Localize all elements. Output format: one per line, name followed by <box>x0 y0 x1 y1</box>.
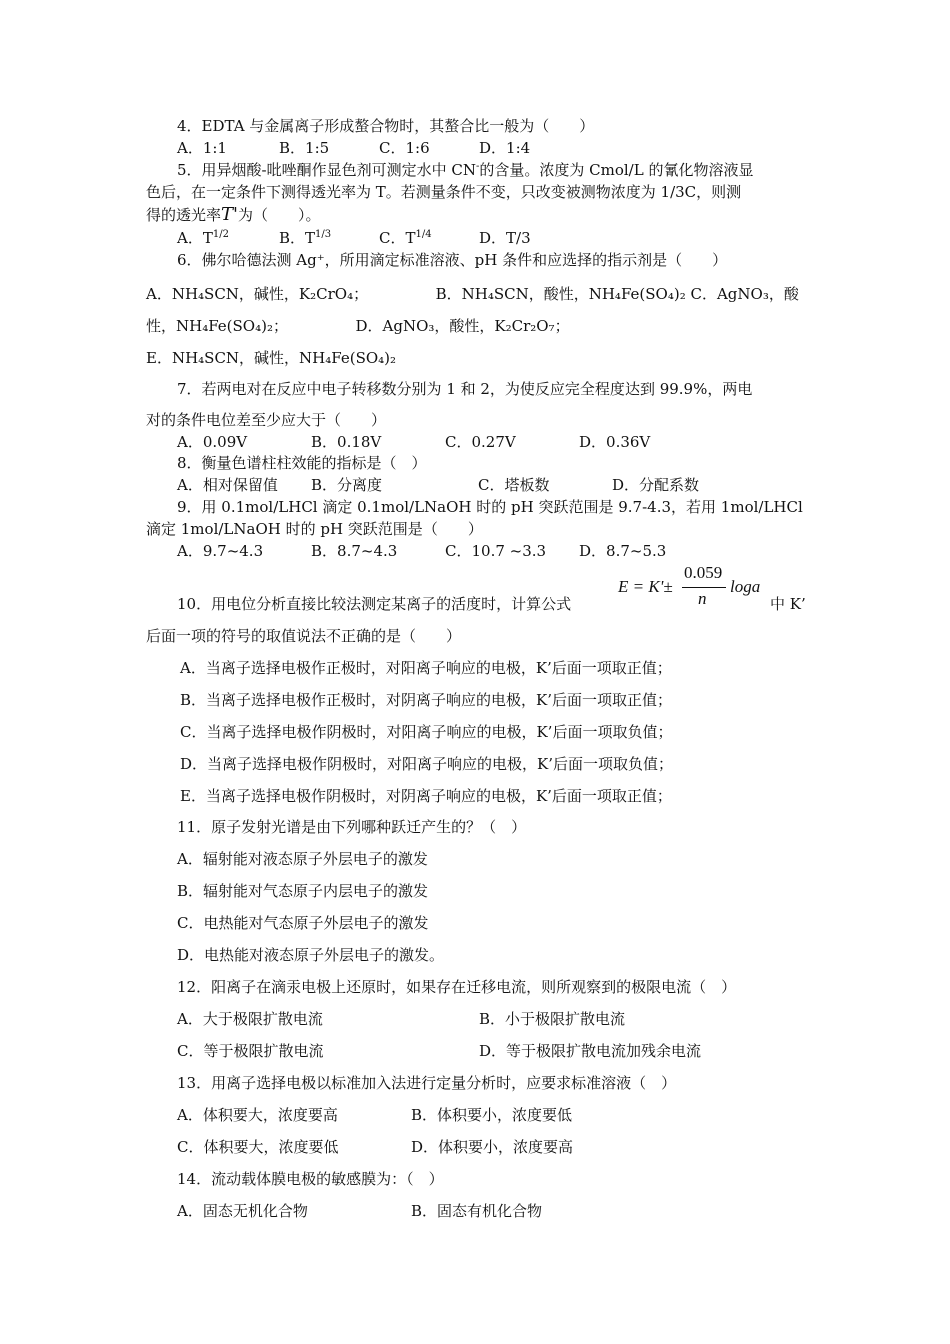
q11-option-d: D．电热能对液态原子外层电子的激发。 <box>177 946 445 964</box>
q13-option-b: B．体积要小，浓度要低 <box>411 1106 573 1124</box>
q13-option-d: D．体积要小，浓度要高 <box>411 1138 574 1156</box>
q8-option-c: C．塔板数 <box>478 476 550 494</box>
formula-numerator: 0.059 <box>684 563 723 582</box>
q4-option-d: D．1:4 <box>479 139 531 157</box>
q11-option-b: B．辐射能对气态原子内层电子的激发 <box>177 882 429 900</box>
q10-option-b: B．当离子选择电极作正极时，对阴离子响应的电极，K’后面一项取正值； <box>180 691 673 709</box>
q12-option-d: D．等于极限扩散电流加残余电流 <box>479 1042 702 1060</box>
q4-stem: 4．EDTA 与金属离子形成螯合物时，其螯合比一般为（ ） <box>177 117 595 135</box>
q10-option-c: C．当离子选择电极作阴极时，对阳离子响应的电极，K’后面一项取负值； <box>180 723 673 741</box>
q5-stem-line2: 色后，在一定条件下测得透光率为 T。若测量条件不变，只改变被测物浓度为 1/3C，则测 <box>146 183 742 201</box>
q13-stem: 13．用离子选择电极以标准加入法进行定量分析时，应要求标准溶液（ ） <box>177 1074 677 1092</box>
q11-option-c: C．电热能对气态原子外层电子的激发 <box>177 914 429 932</box>
q10-stem-line2: 后面一项的符号的取值说法不正确的是（ ） <box>146 627 462 645</box>
q9-option-b: B．8.7~4.3 <box>311 542 398 560</box>
q10-option-a: A．当离子选择电极作正极时，对阳离子响应的电极，K’后面一项取正值； <box>180 659 672 677</box>
q14-option-b: B．固态有机化合物 <box>411 1202 543 1220</box>
q7-option-b: B．0.18V <box>311 433 382 451</box>
q5-option-a: A．$T^{1/2}$ <box>177 229 229 247</box>
q6-options-line2: 性，NH₄Fe(SO₄)₂； D．AgNO₃，酸性，K₂Cr₂O₇； <box>146 317 570 335</box>
q11-option-a: A．辐射能对液态原子外层电子的激发 <box>177 850 428 868</box>
q14-option-a: A．固态无机化合物 <box>177 1202 308 1220</box>
q7-option-a: A．0.09V <box>177 433 248 451</box>
q5-option-d: D．T/3 <box>479 229 531 247</box>
q9-stem-line2: 滴定 1mol/LNaOH 时的 pH 突跃范围是（ ） <box>146 520 483 538</box>
q7-option-d: D．0.36V <box>579 433 651 451</box>
q8-option-a: A．相对保留值 <box>177 476 278 494</box>
q10-option-d: D．当离子选择电极作阴极时，对阳离子响应的电极，K’后面一项取负值； <box>180 755 674 773</box>
q9-option-a: A．9.7~4.3 <box>177 542 264 560</box>
q7-stem-line1: 7．若两电对在反应中电子转移数分别为 1 和 2，为使反应完全程度达到 99.9%，两电 <box>177 380 753 398</box>
q13-option-c: C．体积要大，浓度要低 <box>177 1138 339 1156</box>
q11-stem: 11．原子发射光谱是由下列哪种跃迁产生的？（ ） <box>177 818 527 836</box>
q9-option-d: D．8.7~5.3 <box>579 542 667 560</box>
q5-option-c: C．$T^{1/4}$ <box>379 229 432 247</box>
q13-option-a: A．体积要大，浓度要高 <box>177 1106 338 1124</box>
q8-option-d: D．分配系数 <box>612 476 700 494</box>
q12-stem: 12．阳离子在滴汞电极上还原时，如果存在迁移电流，则所观察到的极限电流（ ） <box>177 978 737 996</box>
q10-option-e: E．当离子选择电极作阴极时，对阴离子响应的电极，K’后面一项取正值； <box>180 787 672 805</box>
q5-stem-line3: 得的透光率T'为（ ）。 <box>146 204 321 225</box>
q6-options-line3: E．NH₄SCN，碱性，NH₄Fe(SO₄)₂ <box>146 349 397 367</box>
q5-option-b: B．$T^{1/3}$ <box>279 229 332 247</box>
q5-symbol: T' <box>221 204 238 225</box>
nernst-formula <box>618 563 778 613</box>
formula-lhs: E = K'± <box>618 577 673 596</box>
q6-options-line1: A．NH₄SCN，碱性，K₂CrO₄； B．NH₄SCN，酸性，NH₄Fe(SO₄)₂ C．AgNO₃，酸 <box>146 285 799 303</box>
formula-denominator: n <box>698 589 707 608</box>
q10-stem-line1-tail: 中 K’ <box>770 595 806 613</box>
q4-option-b: B．1:5 <box>279 139 330 157</box>
q9-option-c: C．10.7 ~3.3 <box>445 542 547 560</box>
q4-option-a: A．1:1 <box>177 139 227 157</box>
q8-option-b: B．分离度 <box>311 476 383 494</box>
formula-log-term: loga <box>730 577 761 596</box>
formula-fraction-bar <box>682 587 726 588</box>
q9-stem-line1: 9．用 0.1mol/LHCl 滴定 0.1mol/LNaOH 时的 pH 突跃范围是 9.7-4.3，若用 1mol/LHCl <box>177 498 803 516</box>
q8-stem: 8．衡量色谱柱柱效能的指标是（ ） <box>177 454 427 472</box>
q4-option-c: C．1:6 <box>379 139 430 157</box>
q7-option-c: C．0.27V <box>445 433 516 451</box>
q10-stem-line1: 10．用电位分析直接比较法测定某离子的活度时，计算公式 <box>177 595 572 613</box>
q5-stem-line1: 5．用异烟酸-吡唑酮作显色剂可测定水中 CN-的含量。浓度为 Cmol/L 的氰化物溶液显 <box>177 161 754 179</box>
q12-option-a: A．大于极限扩散电流 <box>177 1010 323 1028</box>
q7-stem-line2: 对的条件电位差至少应大于（ ） <box>146 411 387 429</box>
q12-option-b: B．小于极限扩散电流 <box>479 1010 626 1028</box>
q6-stem: 6．佛尔哈德法测 Ag⁺，所用滴定标准溶液、pH 条件和应选择的指示剂是（ ） <box>177 251 728 269</box>
q14-stem: 14．流动载体膜电极的敏感膜为：（ ） <box>177 1170 444 1188</box>
q12-option-c: C．等于极限扩散电流 <box>177 1042 324 1060</box>
